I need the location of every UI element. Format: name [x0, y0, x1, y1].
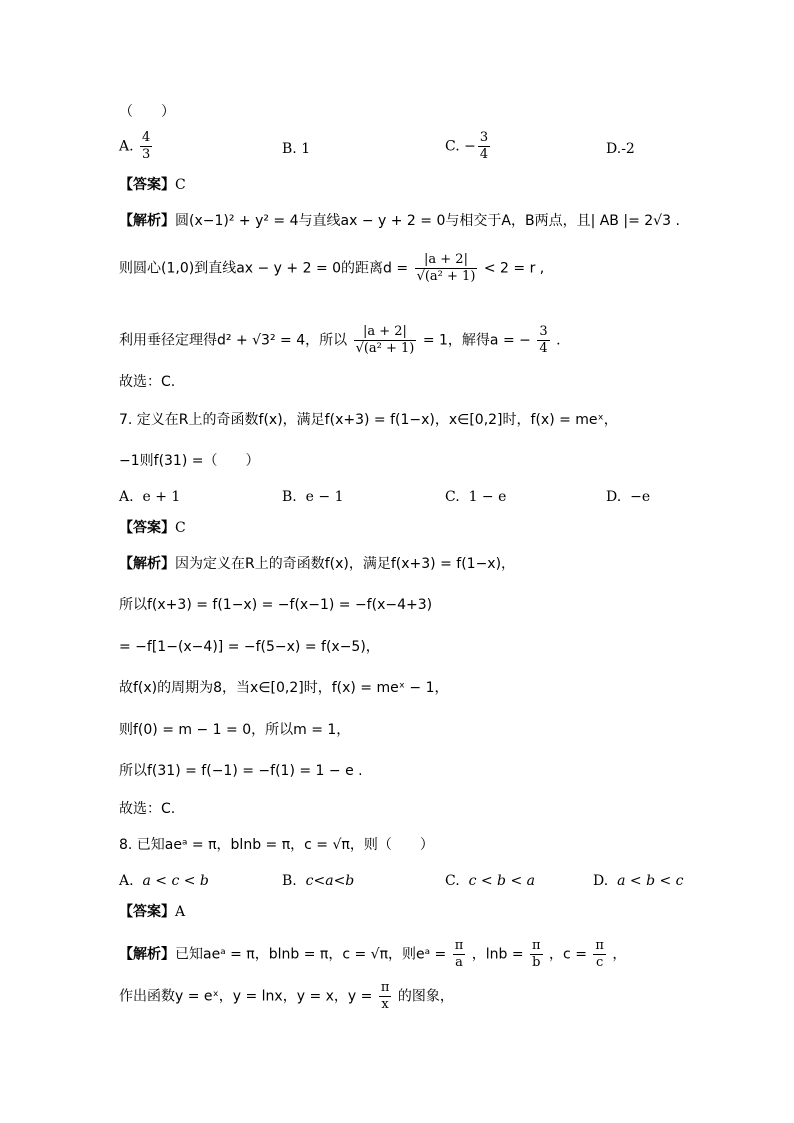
fraction: $\frac{\pi}{c}$	[595, 938, 604, 970]
q7-option-c: C. 1 − e	[445, 489, 507, 505]
fraction: $\frac{3}{4}$	[479, 130, 489, 162]
q8-analysis-line-1: 【解析】已知aeᵃ = π，blnb = π，c = √π，则eᵃ = $\frac{\pi}{a}$ ，lnb = $\frac{\pi}{b}$ ，c = $\frac{\pi}{c}$ ，	[119, 938, 627, 970]
q7-conclusion: 故选：C.	[119, 801, 176, 817]
q8-option-d: D. a < b < c	[593, 873, 684, 889]
q7-analysis-line-1: 【解析】因为定义在R上的奇函数f(x)，满足f(x+3) = f(1−x)，	[119, 556, 516, 572]
fraction: $\frac{|a + 2|}{\text{√(a² + 1)}}$	[416, 252, 476, 284]
q8-option-c: C. c < b < a	[445, 873, 535, 889]
fraction: $\frac{\pi}{a}$	[454, 938, 464, 970]
fraction: $\frac{|a + 2|}{\text{√(a² + 1)}}$	[355, 324, 415, 356]
q8-analysis-line-2: 作出函数y = eˣ，y = lnx，y = x，y = $\frac{\pi}{x}$ 的图象，	[119, 980, 454, 1012]
q7-analysis-line-5: 则f(0) = m − 1 = 0，所以m = 1，	[119, 722, 351, 738]
q6-analysis-line-3: 利用垂径定理得d² + √3² = 4，所以 $\frac{|a + 2|}{\text{√(a² + 1)}}$ = 1，解得a = − $\frac{3}{4}$ .	[119, 324, 561, 356]
q7-option-a: A. e + 1	[119, 489, 181, 505]
q8-option-a: A. a < c < b	[119, 873, 209, 889]
fraction: $\frac{\pi}{x}$	[380, 980, 390, 1012]
q7-stem-line-2: −1则f(31) =（ ）	[119, 453, 260, 469]
q7-analysis-line-6: 所以f(31) = f(−1) = −f(1) = 1 − e .	[119, 763, 363, 779]
q7-analysis-line-4: 故f(x)的周期为8，当x∈[0,2]时，f(x) = meˣ − 1，	[119, 680, 449, 696]
q8-stem: 8. 已知aeᵃ = π，blnb = π，c = √π，则（ ）	[119, 837, 434, 853]
fraction: $\frac{4}{3}$	[142, 130, 151, 162]
q6-analysis-line-1: 【解析】圆(x−1)² + y² = 4与直线ax − y + 2 = 0与相交于A，B两点，且| AB |= 2√3 .	[119, 213, 680, 229]
q7-stem-line-1: 7. 定义在R上的奇函数f(x)，满足f(x+3) = f(1−x)，x∈[0,2]时，f(x) = meˣ，	[119, 412, 618, 428]
fraction: $\frac{3}{4}$	[539, 324, 548, 356]
q7-option-d: D. −e	[606, 489, 651, 505]
q8-option-b: B. c<a<b	[282, 873, 355, 889]
q6-paren: （ ）	[119, 104, 175, 120]
q6-option-a: A. $\frac{4}{3}$	[119, 130, 151, 162]
q6-conclusion: 故选：C.	[119, 374, 176, 390]
q7-option-b: B. e − 1	[282, 489, 344, 505]
q7-answer: 【答案】C	[119, 520, 186, 536]
q6-answer: 【答案】C	[119, 177, 186, 193]
q6-option-b: B. 1	[282, 141, 311, 157]
q6-option-d: D.-2	[606, 141, 635, 157]
q8-answer: 【答案】A	[119, 904, 186, 920]
q7-analysis-line-2: 所以f(x+3) = f(1−x) = −f(x−1) = −f(x−4+3)	[119, 597, 433, 613]
fraction: $\frac{\pi}{b}$	[532, 938, 541, 970]
q6-option-c: C. − $\frac{3}{4}$	[445, 130, 489, 162]
q7-analysis-line-3: = −f[1−(x−4)] = −f(5−x) = f(x−5)，	[119, 639, 380, 655]
q6-analysis-line-2: 则圆心(1,0)到直线ax − y + 2 = 0的距离d = $\frac{|a + 2|}{\text{√(a² + 1)}}$ < 2 = r ,	[119, 252, 545, 284]
